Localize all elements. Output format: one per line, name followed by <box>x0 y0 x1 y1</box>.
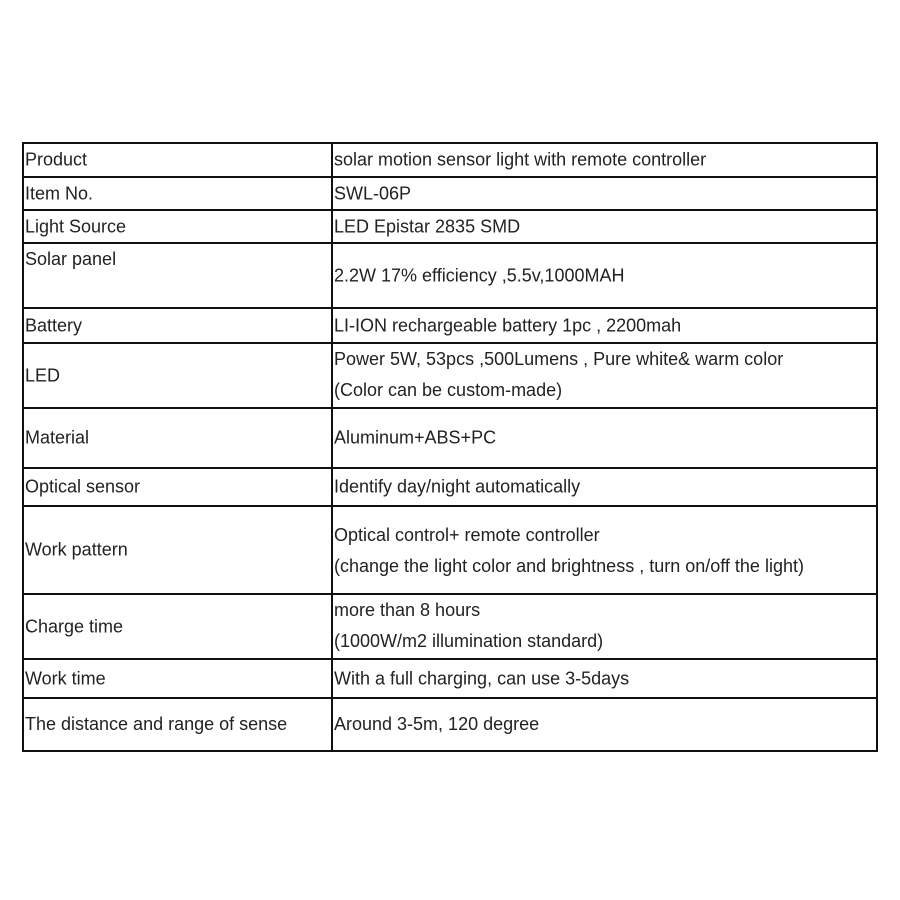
table-row-battery <box>24 309 876 344</box>
row-label: Work pattern <box>25 539 128 560</box>
row-value: solar motion sensor light with remote controller <box>334 149 707 170</box>
row-value: Optical control+ remote controller <box>334 525 600 545</box>
table-row-sense-range <box>24 699 876 750</box>
row-label: Light Source <box>25 216 127 236</box>
table-row-item-no <box>24 178 876 211</box>
row-label: Work time <box>25 668 106 688</box>
row-value-line2: (change the light color and brightness , turn on/off the light) <box>334 556 804 576</box>
row-value: LED Epistar 2835 SMD <box>334 216 521 236</box>
table-row-charge-time <box>24 595 876 660</box>
row-label: Solar panel <box>25 249 117 269</box>
row-label: Battery <box>25 315 83 335</box>
row-value: Aluminum+ABS+PC <box>334 427 497 448</box>
row-value: LI-ION rechargeable battery 1pc , 2200mah <box>334 315 682 335</box>
row-value: 2.2W 17% efficiency ,5.5v,1000MAH <box>334 265 625 285</box>
table-row-work-pattern <box>24 507 876 595</box>
table-row-work-time <box>24 660 876 699</box>
row-value: Power 5W, 53pcs ,500Lumens , Pure white& warm color <box>334 349 784 369</box>
row-value: more than 8 hours <box>334 600 481 620</box>
row-value: Identify day/night automatically <box>334 476 581 497</box>
row-label: Material <box>25 427 90 448</box>
row-value-line2: (1000W/m2 illumination standard) <box>334 631 604 651</box>
row-label: The distance and range of sense <box>25 714 288 734</box>
row-label: Charge time <box>25 616 124 636</box>
table-row-light-source <box>24 211 876 244</box>
table-row-solar-panel <box>24 244 876 309</box>
row-value: SWL-06P <box>334 183 412 203</box>
row-label: Optical sensor <box>25 476 141 497</box>
row-value-line2: (Color can be custom-made) <box>334 380 563 400</box>
row-label: LED <box>25 365 61 385</box>
table-row-material <box>24 409 876 469</box>
row-value: Around 3-5m, 120 degree <box>334 714 540 734</box>
row-label: Product <box>25 149 88 170</box>
table-row-led <box>24 344 876 409</box>
row-value: With a full charging, can use 3-5days <box>334 668 630 688</box>
spec-table <box>22 142 878 752</box>
table-row-optical-sensor <box>24 469 876 507</box>
table-row-product <box>24 144 876 178</box>
row-label: Item No. <box>25 183 94 203</box>
